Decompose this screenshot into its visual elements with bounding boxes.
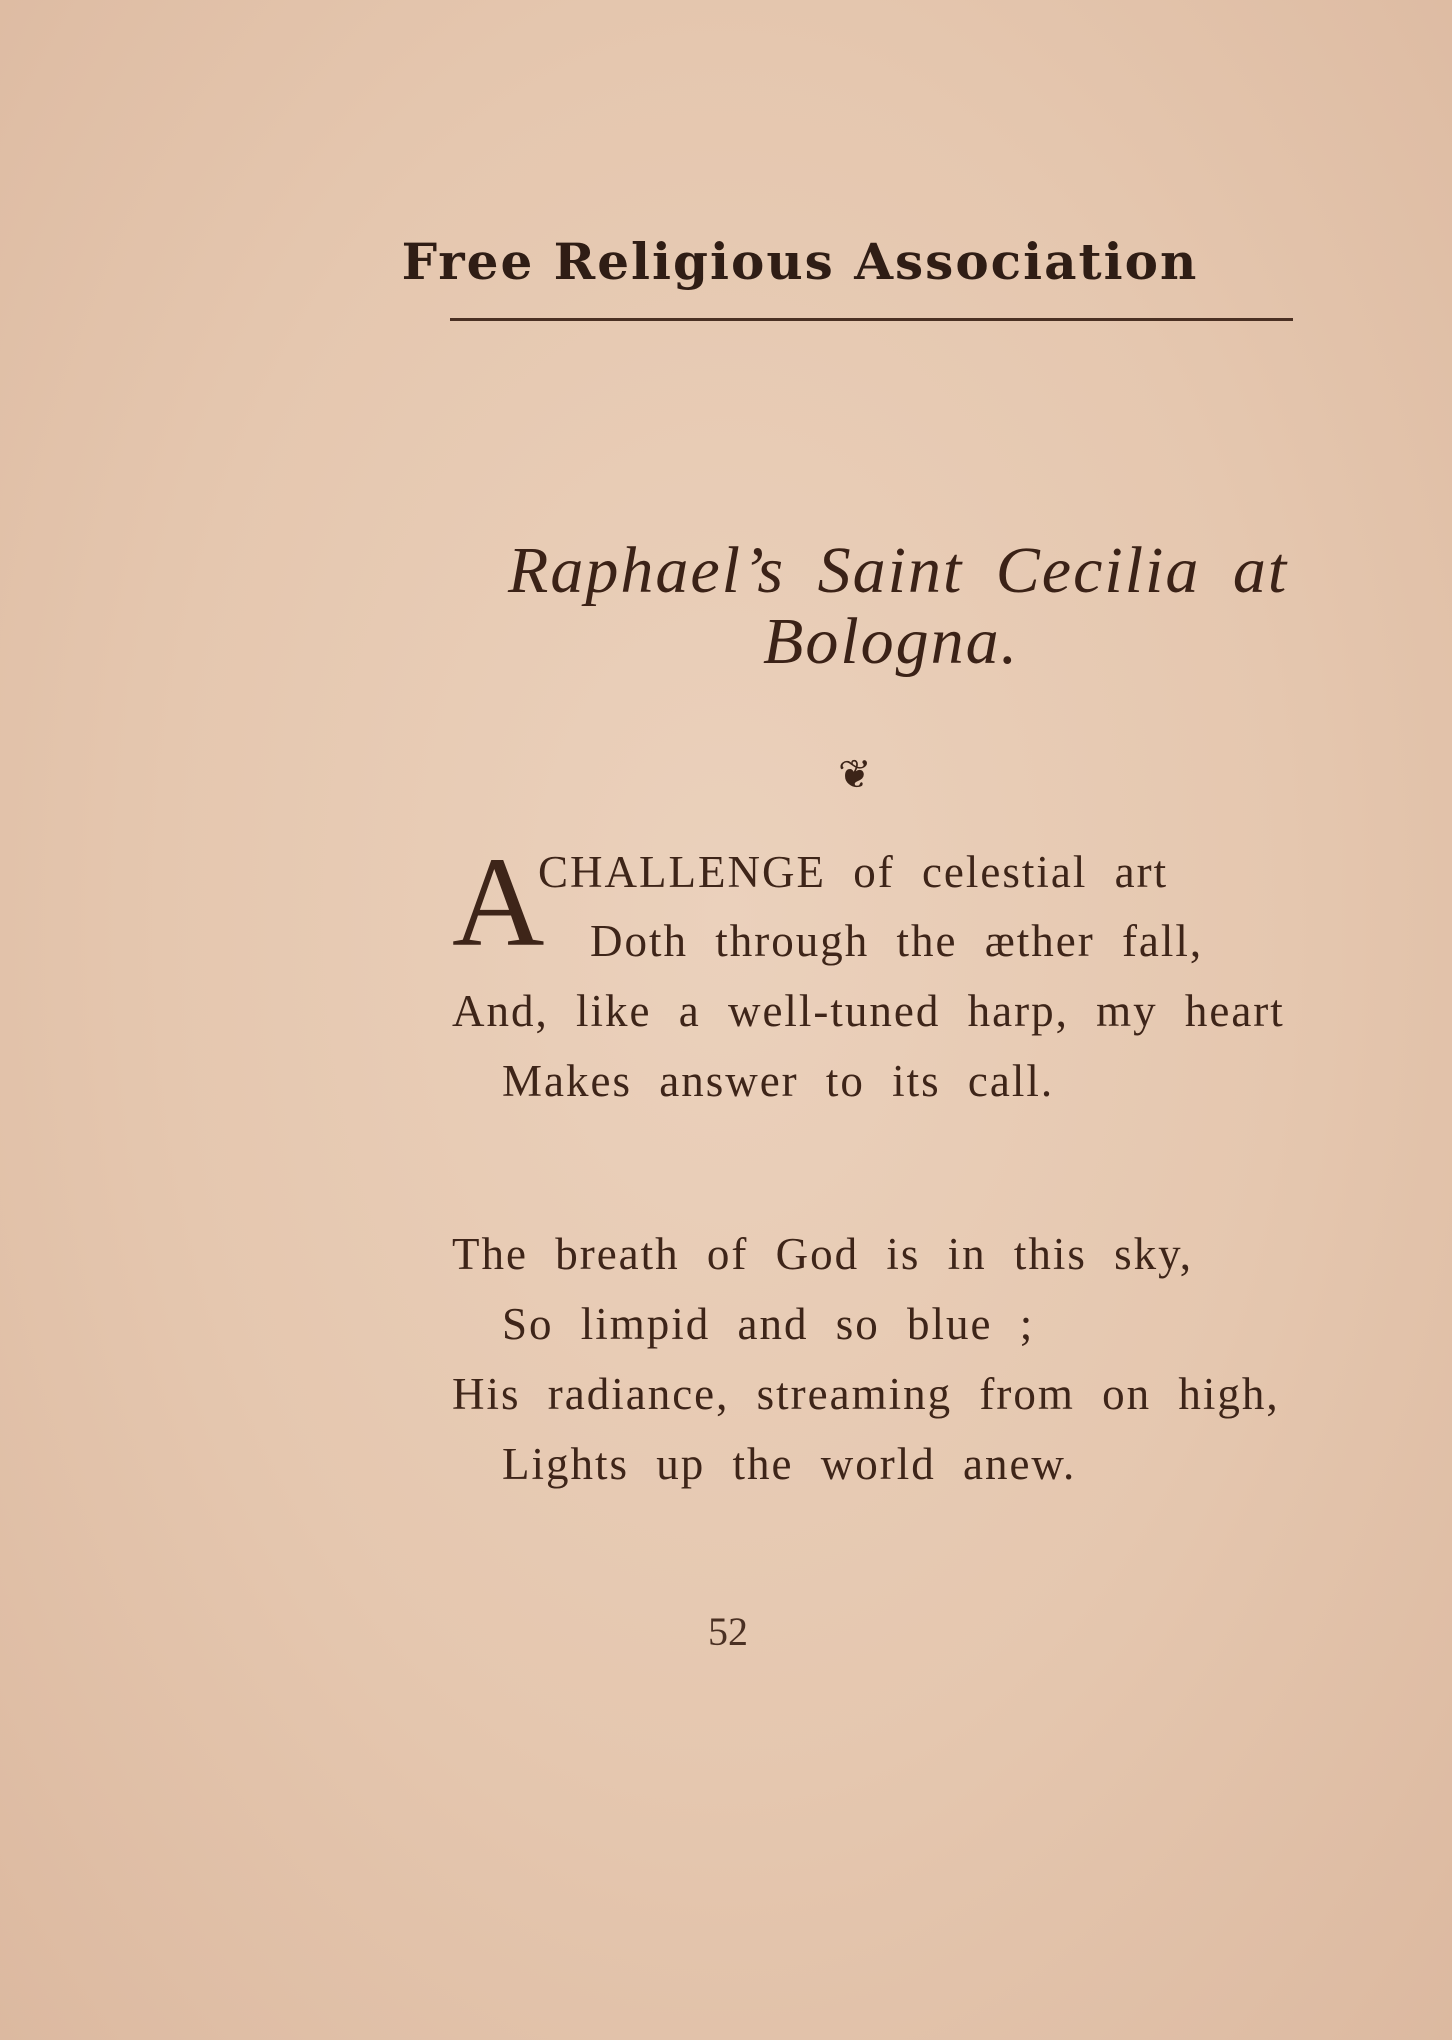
stanza-2-line-3: His radiance, streaming from on high, xyxy=(452,1369,1280,1419)
stanza-1-line-2: Doth through the æther fall, xyxy=(590,916,1204,966)
stanza-2-line-4: Lights up the world anew. xyxy=(502,1439,1077,1489)
fleuron-ornament-icon: ❦ xyxy=(838,752,872,798)
poem-title-line-2: Bologna. xyxy=(763,605,1020,678)
poem-title-line-1: Raphael’s Saint Cecilia at xyxy=(508,534,1289,607)
page-number: 52 xyxy=(708,1609,748,1654)
running-header: Free Religious Association xyxy=(401,232,1199,291)
stanza-1-line-1: CHALLENGE of celestial art xyxy=(538,847,1169,897)
header-rule xyxy=(450,318,1293,321)
stanza-1-line-3: And, like a well-tuned harp, my heart xyxy=(452,986,1285,1036)
stanza-1-line-4: Makes answer to its call. xyxy=(502,1056,1055,1106)
drop-cap: A xyxy=(452,831,545,973)
stanza-2-line-2: So limpid and so blue ; xyxy=(502,1299,1035,1349)
stanza-2-line-1: The breath of God is in this sky, xyxy=(452,1229,1194,1279)
